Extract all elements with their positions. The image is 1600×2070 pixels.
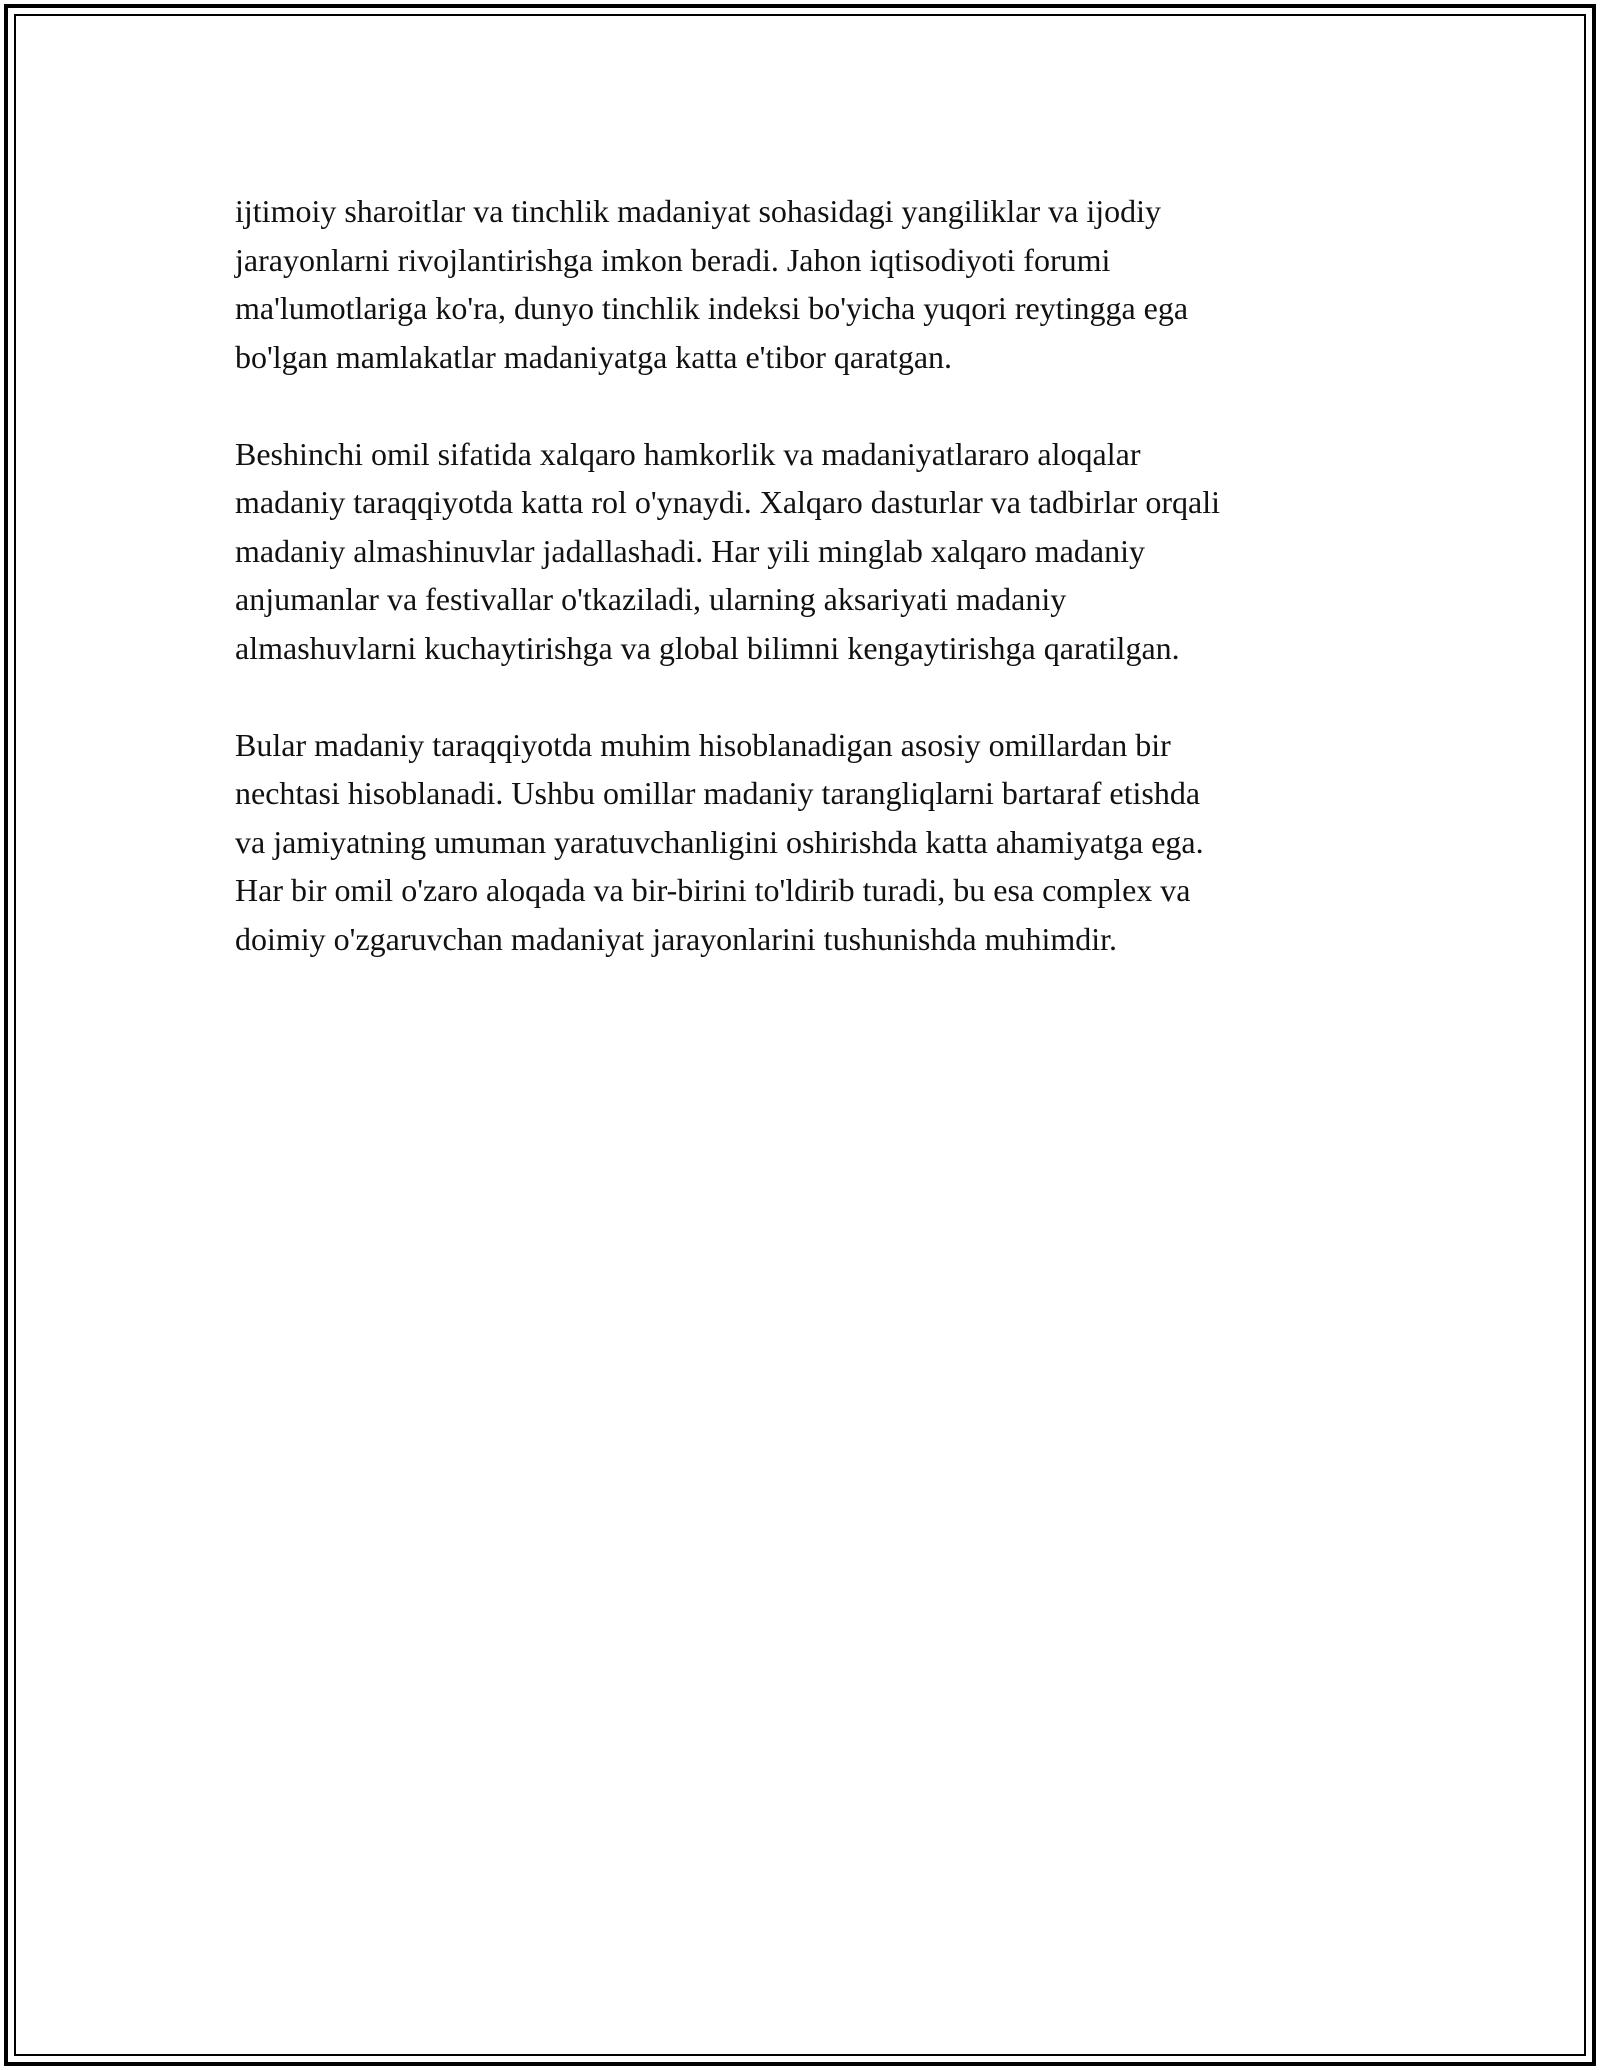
text-line: Beshinchi omil sifatida xalqaro hamkorlik va madaniyatlararo aloqalar	[235, 435, 1141, 472]
text-line: ijtimoiy sharoitlar va tinchlik madaniyat sohasidagi yangiliklar va ijodiy	[235, 193, 1162, 229]
paragraph-2	[235, 430, 1425, 673]
text-line: bo'lgan mamlakatlar madaniyatga katta e'tibor qaratgan.	[235, 338, 953, 375]
text-line: Bular madaniy taraqqiyotda muhim hisoblanadigan asosiy omillardan bir	[235, 726, 1171, 763]
text-line: madaniy almashinuvlar jadallashadi. Har yili minglab xalqaro madaniy	[235, 532, 1145, 569]
document-body	[235, 187, 1425, 1012]
text-line: anjumanlar va festivallar o'tkaziladi, ularning aksariyati madaniy	[235, 581, 1067, 617]
paragraph-3	[235, 721, 1425, 964]
text-line: ma'lumotlariga ko'ra, dunyo tinchlik indeksi bo'yicha yuqori reytingga ega	[235, 290, 1189, 326]
text-line: madaniy taraqqiyotda katta rol o'ynaydi. Xalqaro dasturlar va tadbirlar orqali	[235, 484, 1220, 520]
text-line: jarayonlarni rivojlantirishga imkon beradi. Jahon iqtisodiyoti forumi	[235, 241, 1111, 278]
text-line: Har bir omil o'zaro aloqada va bir-birini to'ldirib turadi, bu esa complex va	[235, 872, 1191, 908]
text-line: doimiy o'zgaruvchan madaniyat jarayonlarini tushunishda muhimdir.	[235, 920, 1118, 957]
text-line: almashuvlarni kuchaytirishga va global bilimni kengaytirishga qaratilgan.	[235, 629, 1180, 666]
text-line: nechtasi hisoblanadi. Ushbu omillar madaniy tarangliqlarni bartaraf etishda	[235, 775, 1201, 811]
paragraph-1	[235, 187, 1425, 381]
text-line: va jamiyatning umuman yaratuvchanligini oshirishda katta ahamiyatga ega.	[235, 823, 1204, 860]
